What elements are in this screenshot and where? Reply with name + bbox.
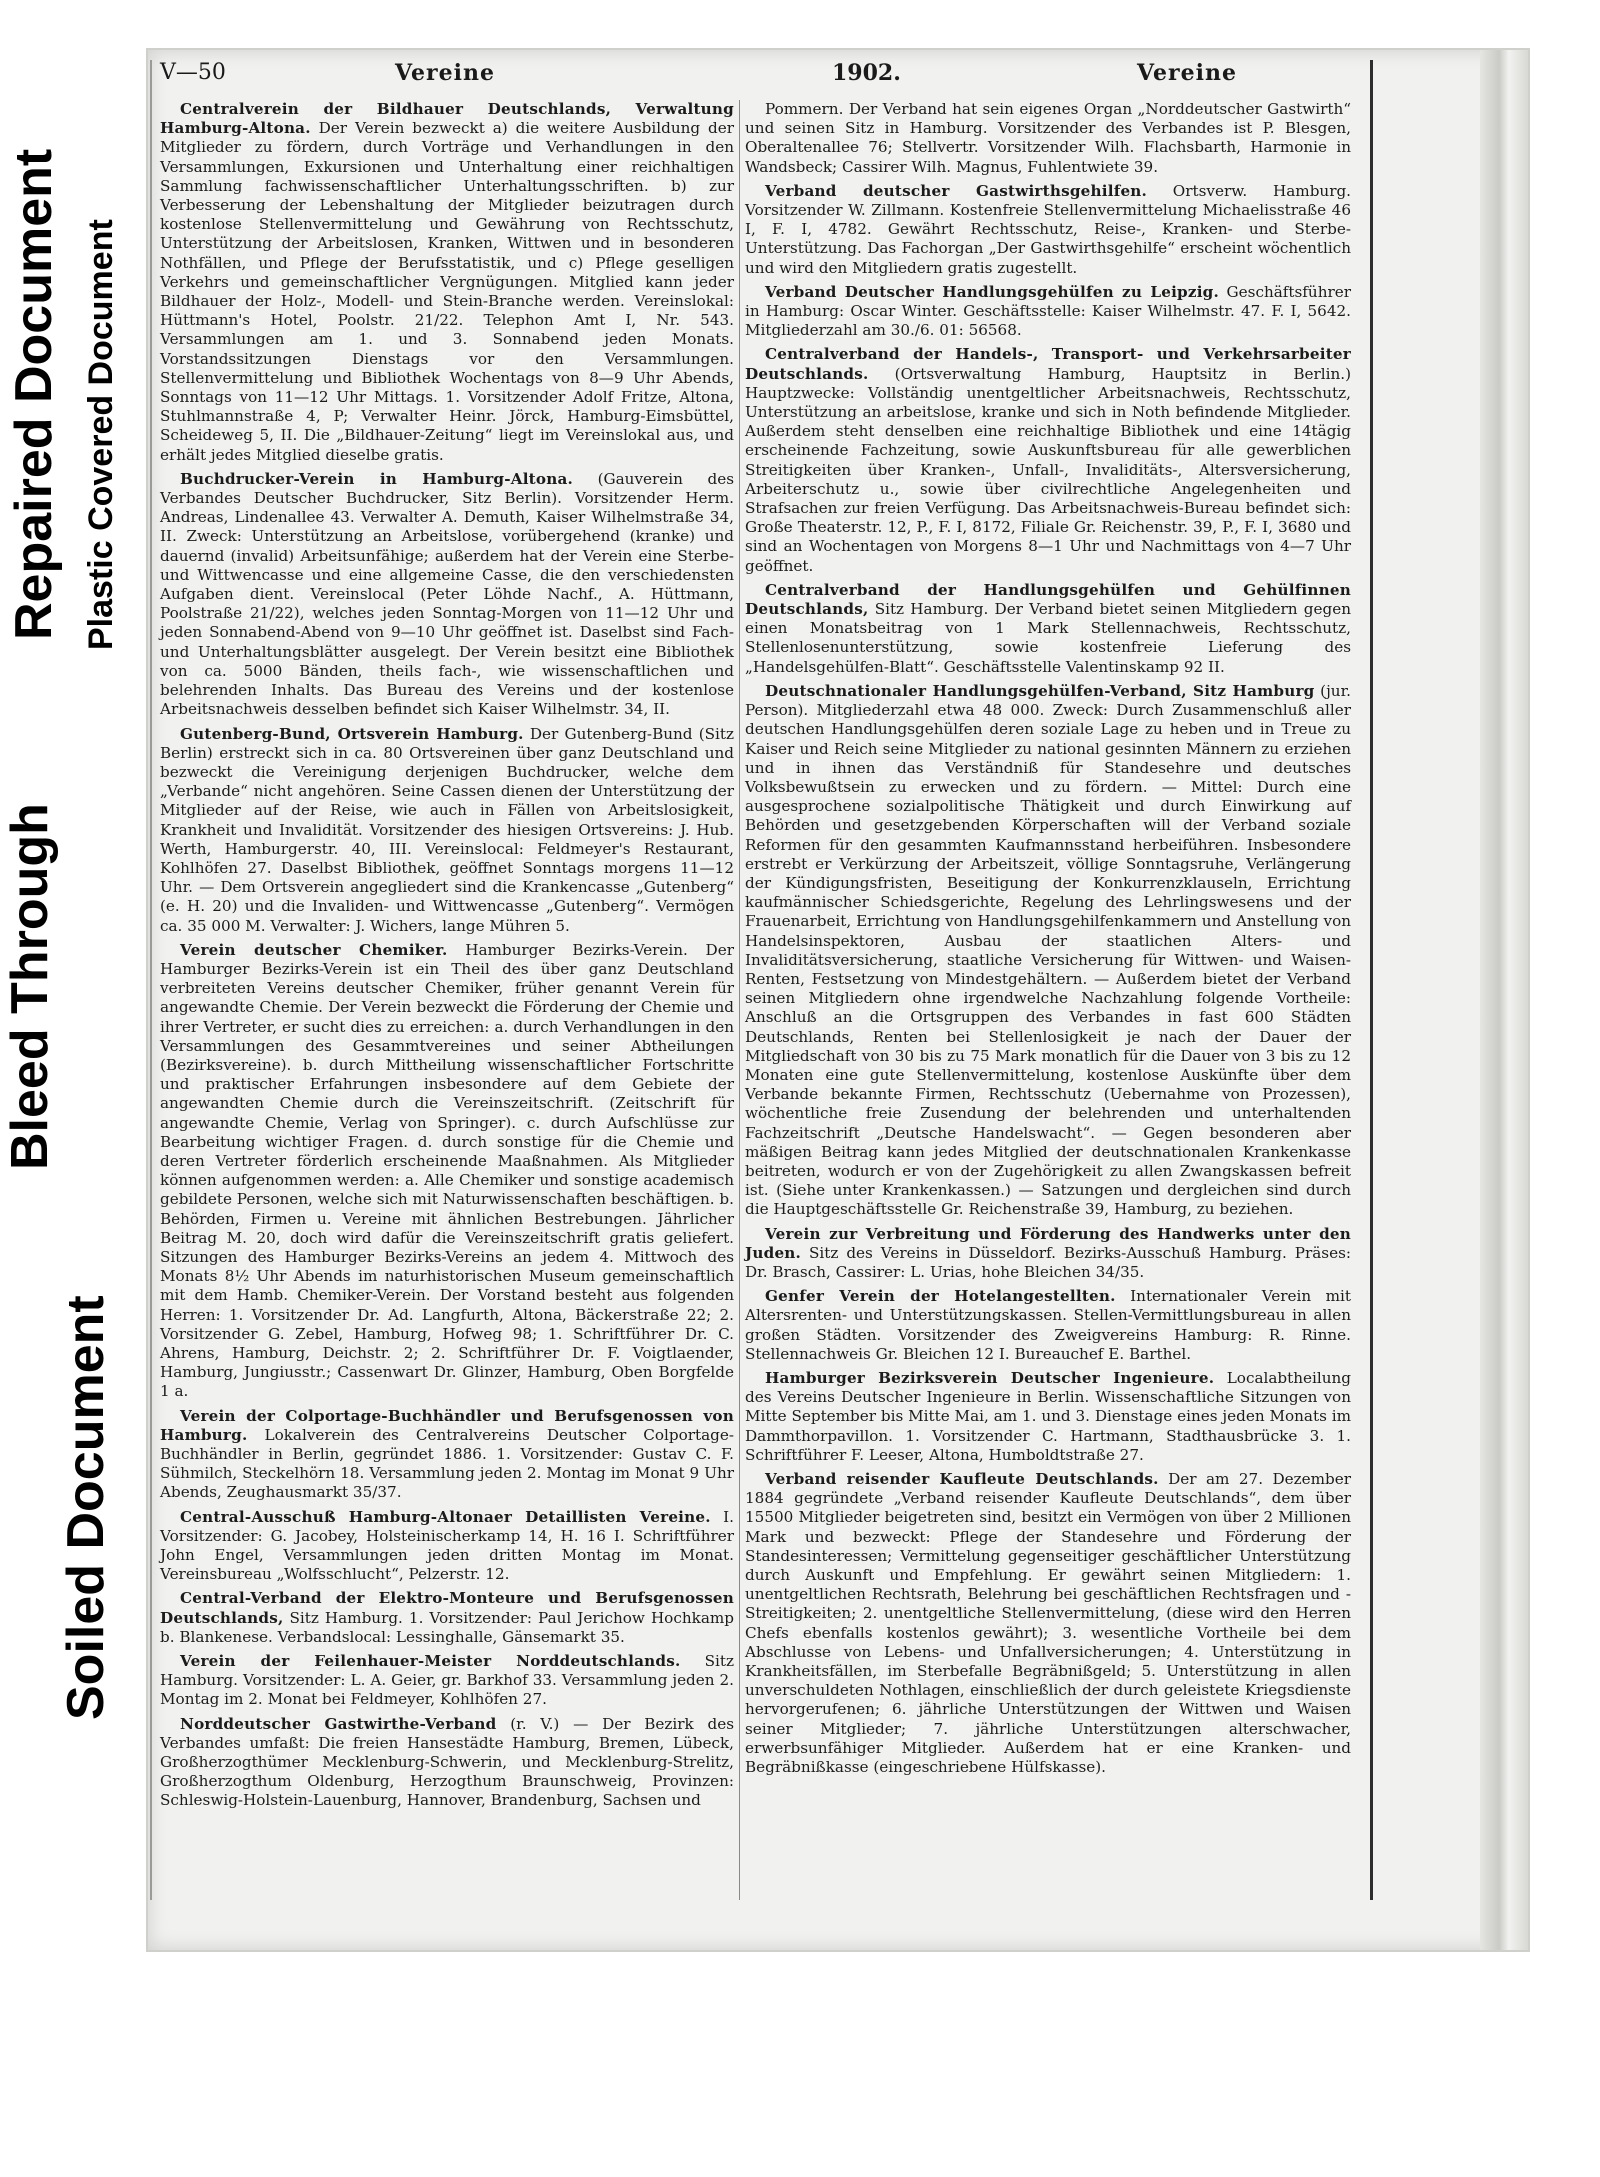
entry-text: Pommern. Der Verband hat sein eigenes Organ „Norddeutscher Gastwirth“ und seinen Sitz in Hamburg. Vorsitzender des Verbandes ist P. Blesgen, Oberaltenallee 76; Stellvertr. Vorsitzender Wilh. Flachsbarth, Harmonie in Wandsbeck; Cassirer Wilh. Magnus, Fuhlentwiete 39. [745,100,1351,176]
directory-entry [160,100,734,465]
entry-text: (r. V.) — Der Bezirk des Verbandes umfaßt: Die freien Hansestädte Hamburg, Bremen, Lübeck, Großherzogthümer Mecklenburg-Schwerin, und Mecklenburg-Strelitz, Großherzogthum Oldenburg, Herzogthum Braunschweig, Provinzen: Schleswig-Holstein-Lauenburg, Hannover, Brandenburg, Sachsen und [160,1714,734,1810]
entry-text: Der Gutenberg-Bund (Sitz Berlin) erstreckt sich in ca. 80 Ortsvereinen über ganz Deutschland und bezweckt die Vereinigung derjenigen Buchdrucker, welche dem „Verbande“ nicht angehören. Seine Cassen dienen der Unterstützung der Mitglieder auf der Reise, wie auch in Fällen von Arbeitslosigkeit, Krankheit und Invalidität. Vorsitzender des hiesigen Ortsvereins: J. Hub. Werth, Hamburgerstr. 40, III. Vereinslocal: Feldmeyer's Restaurant, Kohlhöfen 27. Daselbst Bibliothek, geöffnet Sonntags morgens 11—12 Uhr. — Dem Ortsverein angegliedert sind die Krankencasse „Gutenberg“ (e. H. 20) und die Invaliden- und Wittwencasse „Gutenberg“. Vermögen ca. 35 000 M. Verwalter: J. Wichers, lange Mühren 5. [160,724,734,935]
right-column [745,100,1351,1782]
header-left: Vereine [395,60,495,86]
entry-title: Verein zur Verbreitung und Förderung des Handwerks unter den Juden. [745,1224,1351,1262]
directory-entry [745,682,1351,1220]
directory-entry [160,1589,734,1647]
entry-title: Norddeutscher Gastwirthe-Verband [180,1714,497,1733]
entry-text: I. Vorsitzender: G. Jacobey, Holsteinischerkamp 14, H. 16 I. Schriftführer John Engel, Versammlungen jeden dritten Montag im Monat. Vereinsbureau „Wolfsschlucht“, Pelzerstr. 12. [160,1507,734,1584]
entry-title: Genfer Verein der Hotelangestellten. [765,1287,1116,1306]
entry-text: Sitz des Vereins in Düsseldorf. Bezirks-Ausschuß Hamburg. Präses: Dr. Brasch, Cassirer: L. Urias, hohe Bleichen 34/35. [745,1243,1352,1281]
running-header [160,60,1360,96]
entry-text: Der Verein bezweckt a) die weitere Ausbildung der Mitglieder zu fördern, durch Vorträge und Verhandlungen in den Versammlungen, Exkursionen und Unterhaltung einer reichhaltigen Sammlung fachwissenschaftlicher Unterhaltungsschriften. b) zur Verbesserung der Lebenshaltung der Mitglieder beizutragen durch kostenlose Stellenvermittelung und Gewährung von Rechtsschutz, Unterstützung der Arbeitslosen, Kranken, Wittwen und in besonderen Nothfällen, und Pflege der Berufsstatistik, und c) Pflege geselligen Verkehrs und gemeinschaftlicher Vergnügungen. Mitglied kann jeder Bildhauer der Holz-, Modell- und Stein-Branche werden. Vereinslokal: Hüttmann's Hotel, Poolstr. 21/22. Telephon Amt I, Nr. 543. Versammlungen am 1. und 3. Sonnabend jeden Monats. Vorstandssitzungen Dienstags vor den Versammlungen. Stellenvermittelung und Bibliothek Wochentags von 8—9 Uhr Abends, Sonntags von 11—12 Uhr Mittags. 1. Vorsitzender Adolf Fritze, Altona, Stuhlmannstraße 4, P; Verwalter Heinr. Jörck, Hamburg-Eimsbüttel, Scheideweg 5, II. Die „Bildhauer-Zeitung“ liegt im Vereinslokal aus, und erhält jedes Mitglied dieselbe gratis. [160,119,734,464]
entry-title: Verband deutscher Gastwirthsgehilfen. [765,181,1148,200]
entry-text: (Gauverein des Verbandes Deutscher Buchdrucker, Sitz Berlin). Vorsitzender Herm. Andreas, Lindenallee 43. Verwalter A. Demuth, Kaiser Wilhelmstraße 34, II. Zweck: Unterstützung an Arbeitslose, vorübergehend (kranke) und dauernd (invalid) Arbeitsunfähige; außerdem hat der Verein eine Sterbe- und Wittwencasse und eine allgemeine Casse, die den verschiedensten Aufgaben dient. Vereinslocal (Peter Löhde Nachf., A. Hüttmann, Poolstraße 21/22), welches jeden Sonntag-Morgen von 11—12 Uhr und jeden Sonnabend-Abend von 9—10 Uhr geöffnet ist. Daselbst sind Fach- und Unterhaltungsblätter ausgelegt. Der Verein besitzt eine Bibliothek von ca. 5000 Bänden, theils fach-, wie wissenschaftlichen und belehrenden Inhalts. Das Bureau des Vereins und der kostenlose Arbeitsnachweis desselben befindet sich Kaiser Wilhelmstr. 34, II. [160,469,734,719]
directory-entry [745,581,1351,677]
entry-text: Sitz Hamburg. Vorsitzender: L. A. Geier, gr. Barkhof 33. Versammlung jeden 2. Montag im 2. Monat bei Feldmeyer, Kohlhöfen 27. [160,1652,734,1709]
directory-entry [160,1652,734,1710]
entry-text: Internationaler Verein mit Altersrenten- und Unterstützungskassen. Stellen-Vermittlungsbureau in allen großen Städten. Vorsitzender des Zweigvereins Hamburg: R. Rinne. Stellennachweis Gr. Bleichen 12 I. Bureauchef E. Barthel. [745,1287,1352,1363]
entry-text: Geschäftsführer in Hamburg: Oscar Winter. Geschäftsstelle: Kaiser Wilhelmstr. 47. F. I, 5642. Mitgliederzahl am 30./6. 01: 56568. [745,282,1351,340]
directory-entry [745,100,1351,177]
archive-labels [0,0,150,1740]
directory-entry [160,725,734,936]
directory-entry [160,1407,734,1503]
entry-title: Centralverein der Bildhauer Deutschlands, Verwaltung Hamburg-Altona. [160,100,734,138]
directory-entry [160,941,734,1402]
directory-entry [745,182,1351,278]
label-plastic-covered: Plastic Covered Document [82,219,120,650]
entry-title: Verein der Colportage-Buchhändler und Berufsgenossen von Hamburg. [160,1406,734,1444]
column-divider [739,100,740,1900]
page-right-rule [1370,60,1373,1900]
left-column [160,100,734,1816]
entry-title: Verein der Feilenhauer-Meister Norddeutschlands. [180,1652,681,1671]
entry-text: Der am 27. Dezember 1884 gegründete „Verband reisender Kaufleute Deutschlands“, dem über 15500 Mitglieder beigetreten sind, besitzt ein Vermögen von über 2 Millionen Mark und bezweckt: Pflege der Standesehre und Förderung der Standesinteressen; Vermittelung gegenseitiger geschäftlicher Unterstützung durch Auskunft und Empfehlung. Er gewährt seinen Mitgliedern: 1. unentgeltlichen Rechtsrath, Belehrung bei geschäftlichen Rechtsfragen und -Streitigkeiten; 2. unentgeltliche Stellenvermittelung, (diese wird den Herren Chefs ebenfalls kostenlos gewährt); 3. wesentliche Vortheile bei dem Abschlusse von Lebens- und Unfallversicherungen; 4. Unterstützung in Krankheitsfällen, im Sterbefalle Begräbnißgeld; 5. Unterstützung in allen unverschuldeten Nothlagen, einschließlich der durch geleistete Kriegsdienste hervorgerufenen; 6. jährliche Unterstützungen der Wittwen und Waisen seiner Mitglieder; 7. jährliche Unterstützungen alterschwacher, erwerbsunfähiger Mitglieder. Außerdem hat er eine Kranken- und Begräbnißkasse (eingeschriebene Hülfskasse). [745,1470,1352,1777]
entry-title: Centralverband der Handels-, Transport- und Verkehrsarbeiter Deutschlands. [745,345,1351,383]
label-soiled-document: Soiled Document [57,1295,115,1720]
entry-title: Buchdrucker-Verein in Hamburg-Altona. [180,469,573,488]
header-year: 1902. [832,60,901,86]
directory-entry [745,1470,1351,1777]
directory-entry [160,470,734,720]
entry-title: Deutschnationaler Handlungsgehülfen-Verband, Sitz Hamburg [765,681,1315,700]
entry-title: Central-Ausschuß Hamburg-Altonaer Detaillisten Vereine. [180,1507,711,1526]
entry-title: Verband Deutscher Handlungsgehülfen zu Leipzig. [765,282,1219,301]
entry-text: Ortsverw. Hamburg. Vorsitzender W. Zillmann. Kostenfreie Stellenvermittelung Michaelisstraße 46 I, F. I, 4782. Gewährt Rechtsschutz, Reise-, Kranken- und Sterbe-Unterstützung. Das Fachorgan „Der Gastwirthsgehilfe“ erscheint wöchentlich und wird den Mitgliedern gratis zugestellt. [745,181,1352,277]
entry-text: (Ortsverwaltung Hamburg, Hauptsitz in Berlin.) Hauptzwecke: Vollständig unentgeltlicher Arbeitsnachweis, Rechtsschutz, Unterstützung an arbeitslose, kranke und sich in Noth befindende Mitglieder. Außerdem steht denselben eine reichhaltige Bibliothek und eine 14tägig erscheinende Fachzeitung, sowie Auskunftsbureau für alle gewerblichen Streitigkeiten über Kranken-, Unfall-, Invaliditäts-, Altersversicherung, Arbeiterschutz u., sowie über civilrechtliche Angelegenheiten und Strafsachen zur freien Verfügung. Das Arbeitsnachweis-Bureau befindet sich: Große Theaterstr. 12, P., F. I, 8172, Filiale Gr. Reichenstr. 39, P., F. I, 3680 und sind an Wochentagen von Morgens 8—1 Uhr und Nachmittags von 4—7 Uhr geöffnet. [745,364,1351,575]
entry-title: Hamburger Bezirksverein Deutscher Ingenieure. [765,1369,1215,1387]
entry-title: Verband reisender Kaufleute Deutschlands. [765,1470,1159,1489]
entry-text: Hamburger Bezirks-Verein. Der Hamburger Bezirks-Verein ist ein Theil des über ganz Deutschland verbreiteten Vereins deutscher Chemiker, früher genannt Verein für angewandte Chemie. Der Verein bezweckt die Förderung der Chemie und ihrer Vertreter, er sucht dies zu erreichen: a. durch Verhandlungen in den Versammlungen des Gesammtvereines und seiner Abtheilungen (Bezirksvereine). b. durch Mittheilung wissenschaftlicher Fortschritte und praktischer Erfahrungen insbesondere auf dem Gebiete der angewandten Chemie durch die Vereinszeitschrift. (Zeitschrift für angewandte Chemie, Verlag von Springer). c. durch Aufschlüsse zur Bearbeitung wichtiger Fragen. d. durch sonstige für die Chemie und deren Vertreter förderlich erscheinende Maaßnahmen. Als Mitglieder können aufgenommen werden: a. Alle Chemiker und sonstige academisch gebildete Personen, welche sich mit Naturwissenschaften beschäftigen. b. Behörden, Firmen u. Vereine mit ähnlichen Bestrebungen. Jährlicher Beitrag M. 20, doch wird dafür die Vereinszeitschrift gratis geliefert. Sitzungen des Hamburger Bezirks-Vereins an jedem 4. Mittwoch des Monats 8½ Uhr Abends im naturhistorischen Museum gemeinschaftlich mit dem Hamb. Chemiker-Verein. Der Vorstand besteht aus folgenden Herren: 1. Vorsitzender Dr. Ad. Langfurth, Altona, Bäckerstraße 22; 2. Vorsitzender G. Zebel, Hamburg, Hofweg 98; 1. Schriftführer Dr. C. Ahrens, Hamburg, Deichstr. 2; 2. Schriftführer Dr. F. Voigtlaender, Hamburg, Jungiusstr.; Cassenwart Dr. Glinzer, Hamburg, Oben Borgfelde 1 a. [160,940,734,1401]
entry-title: Centralverband der Handlungsgehülfen und Gehülfinnen Deutschlands, [745,580,1351,619]
directory-entry [745,1287,1351,1364]
entry-text: Sitz Hamburg. 1. Vorsitzender: Paul Jerichow Hochkamp b. Blankenese. Verbandslocal: Lessinghalle, Gänsemarkt 35. [160,1608,734,1646]
directory-entry [745,283,1351,341]
page-number: V—50 [160,60,226,85]
directory-entry [745,1225,1351,1283]
directory-entry [745,345,1351,575]
label-bleed-through: Bleed Through [1,803,59,1170]
page-binding-edge [1480,50,1528,1950]
entry-text: Lokalverein des Centralvereins Deutscher Colportage-Buchhändler in Berlin, gegründet 1886. 1. Vorsitzender: Gustav C. F. Sühmilch, Steckelhörn 18. Versammlung jeden 2. Montag im Monat 9 Uhr Abends, Zeughausmarkt 35/37. [160,1425,734,1502]
entry-text: Sitz Hamburg. Der Verband bietet seinen Mitgliedern gegen einen Monatsbeitrag von 1 Mark Stellennachweis, Rechtsschutz, Stellenlosenunterstützung, sowie kostenfreie Lieferung des „Handelsgehülfen-Blatt“. Geschäftsstelle Valentinskamp 92 II. [745,600,1352,676]
entry-title: Central-Verband der Elektro-Monteure und Berufsgenossen Deutschlands, [160,1589,734,1627]
header-right: Vereine [1137,60,1237,86]
entry-text: Localabtheilung des Vereins Deutscher Ingenieure in Berlin. Wissenschaftliche Sitzungen von Mitte September bis Mitte Mai, am 1. und 3. Dienstage eines jeden Monats im Dammthorpavillon. 1. Vorsitzender C. Hartmann, Stadthausbrücke 3. 1. Schriftführer F. Leeser, Altona, Humboldtstraße 27. [745,1369,1352,1464]
entry-title: Gutenberg-Bund, Ortsverein Hamburg. [180,724,524,743]
page-left-edge [150,60,152,1900]
directory-entry [160,1508,734,1585]
label-repaired-document: Repaired Document [5,148,63,640]
directory-entry [160,1715,734,1811]
entry-text: (jur. Person). Mitgliederzahl etwa 48 000. Zweck: Durch Zusammenschluß aller deutschen Handlungsgehülfen deren soziale Lage zu heben und in Treue zu Kaiser und Reich seine Mitglieder zu national gesinnten Männern zu erziehen und in ihnen das Verständniß für Standesehre und deutsches Volksbewußtsein zu erwecken und zu fördern. — Mittel: Durch eine ausgesprochene sozialpolitische Thätigkeit und durch Einwirkung auf Behörden und gesetzgebenden Körperschaften will der Verband soziale Reformen für den gesammten Kaufmannsstand herbeiführen. Insbesondere erstrebt er Verkürzung der Arbeitszeit, völlige Sonntagsruhe, Verlängerung der Kündigungsfristen, Beseitigung der Konkurrenzklauseln, Errichtung kaufmännischer Schiedsgerichte, Regelung des Lehrlingswesens und der Frauenarbeit, Errichtung von Handlungsgehilfenkammern und Anstellung von Handelsinspektoren, Ausbau der staatlichen Alters- und Invaliditätsversicherung, staatliche Versicherung für Wittwen- und Waisen-Renten, Festsetzung von Mindestgehältern. — Außerdem bietet der Verband seinen Mitgliedern ohne irgendwelche Nachzahlung folgende Vortheile: Anschluß an die Ortsgruppen des Verbandes in fast 600 Städten Deutschlands, Renten bei Stellenlosigkeit je nach der Dauer der Mitgliedschaft von 30 bis zu 75 Mark monatlich für die Dauer von 3 bis zu 12 Monaten eine gute Stellenvermittelung, kostenlose Auskünfte über dem Verbande bekannte Firmen, Rechtsschutz (Uebernahme von Prozessen), wöchentliche freie Zusendung der belehrenden und unterhaltenden Fachzeitschrift „Deutsche Handelswacht“. — Gegen besonderen aber mäßigen Beitrag kann jedes Mitglied der deutschnationalen Krankenkasse beitreten, wodurch er von der Zugehörigkeit zu allen Zwangskassen befreit ist. (Siehe unter Krankenkassen.) — Satzungen und dergleichen sind durch die Hauptgeschäftsstelle Gr. Reichenstraße 39, Hamburg, zu beziehen. [745,681,1352,1219]
directory-entry [745,1369,1351,1465]
entry-title: Verein deutscher Chemiker. [180,940,448,959]
